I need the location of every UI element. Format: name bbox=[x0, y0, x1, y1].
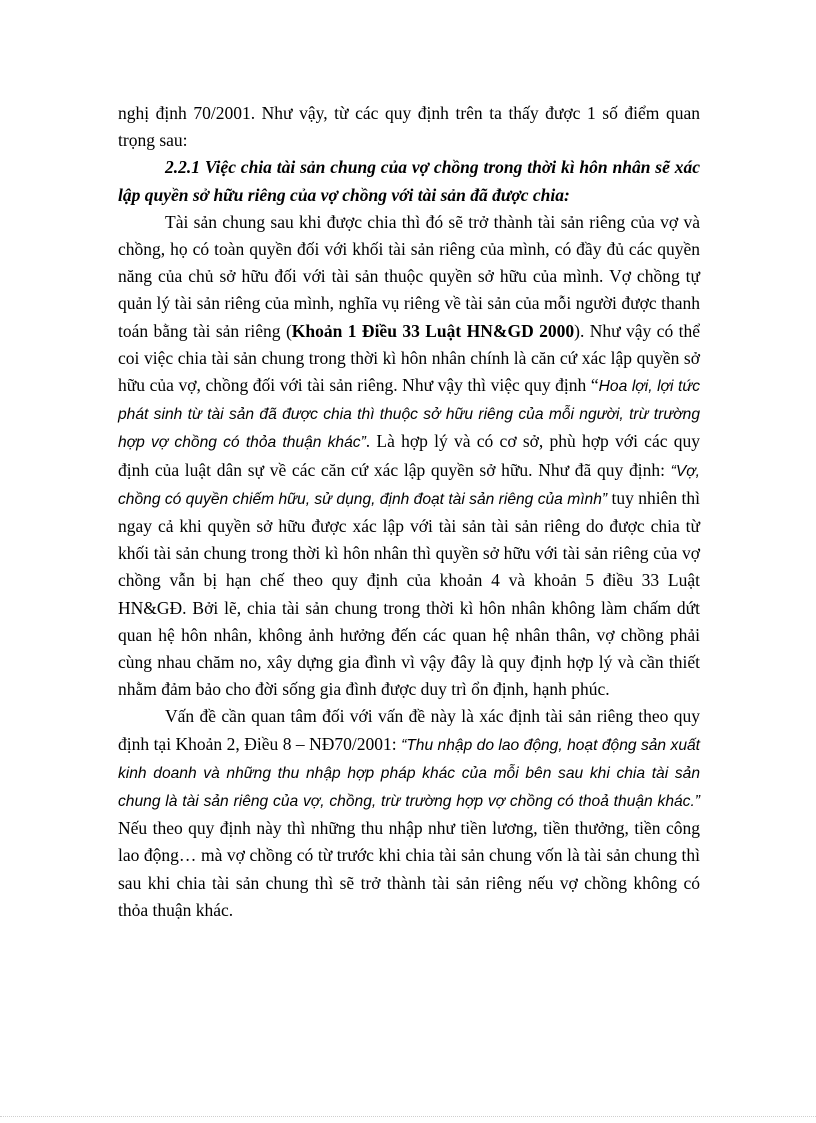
paragraph-2-text-c: Nếu theo quy định này thì những thu nhập như tiền lương, tiền thưởng, tiền công lao động… mà vợ chồng có từ trước khi chia tài sản chung vốn là tài sản chung thì sau khi chia tài sản chung thì sẽ trở thành tài sản riêng nếu vợ chồng không có thỏa thuận khác. bbox=[118, 818, 700, 920]
paragraph-2-text-a: Vấn đề cần quan tâm đối với vấn đề này là xác định tài sản riêng theo quy định tại Khoản 2, Điều 8 – NĐ70/2001: bbox=[118, 706, 700, 754]
paragraph-1-text-c: ). Như vậy có thể coi việc chia tài sản chung trong thời kì hôn nhân chính là căn cứ xác lập quyền sở hữu của vợ, chồng đối với tài sản riêng. Như vậy thì việc quy định “ bbox=[118, 320, 700, 396]
paragraph-1-quote-1: Hoa lợi, lợi tức phát sinh từ tài sản đã được chia thì thuộc sở hữu riêng của mỗi người, trừ trường hợp vợ chồng có thỏa thuận khác” bbox=[118, 378, 701, 452]
paragraph-2 bbox=[118, 703, 700, 924]
page-bottom-divider bbox=[0, 1116, 816, 1117]
paragraph-1-text-g: tuy nhiên thì ngay cả khi quyền sở hữu được xác lập với tài sản tài sản riêng do được chia từ khối tài sản chung trong thời kì hôn nhân thì quyền sở hữu với tài sản riêng của vợ chồng vẫn bị hạn chế theo quy định của khoản 4 và khoản 5 điều 33 Luật HN&GĐ. Bởi lẽ, chia tài sản chung trong thời kì hôn nhân không làm chấm dứt quan hệ hôn nhân, không ảnh hưởng đến các quan hệ nhân thân, vợ chồng phải cùng nhau chăm no, xây dựng gia đình vì vậy đây là quy định hợp lý và cần thiết nhằm đảm bảo cho đời sống gia đình được duy trì ổn định, hạnh phúc. bbox=[118, 487, 700, 700]
document-page bbox=[118, 100, 700, 924]
paragraph-2-quote: “Thu nhập do lao động, hoạt động sản xuất kinh doanh và những thu nhập hợp pháp khác của mỗi bên sau khi chia tài sản chung là tài sản riêng của vợ, chồng, trừ trường hợp vợ chồng có thoả thuận khác.” bbox=[118, 736, 700, 811]
paragraph-1 bbox=[118, 209, 700, 704]
paragraph-1-text-e: . Là hợp lý và có cơ sở, phù hợp với các quy định của luật dân sự về các căn cứ xác lập quyền sở hữu. Như đã quy định: bbox=[118, 431, 700, 480]
paragraph-1-quote-2: “Vợ, chồng có quyền chiếm hữu, sử dụng, định đoạt tài sản riêng của mình” bbox=[118, 462, 700, 508]
paragraph-1-bold-citation: Khoản 1 Điều 33 Luật HN&GD 2000 bbox=[291, 320, 575, 341]
section-heading-text: 2.2.1 Việc chia tài sản chung của vợ chồng trong thời kì hôn nhân sẽ xác lập quyền sở hữu riêng của vợ chồng với tài sản đã được chia: bbox=[118, 157, 700, 205]
paragraph-intro bbox=[118, 100, 700, 154]
paragraph-intro-text: nghị định 70/2001. Như vậy, từ các quy định trên ta thấy được 1 số điểm quan trọng sau: bbox=[118, 103, 700, 151]
paragraph-1-text-a: Tài sản chung sau khi được chia thì đó sẽ trở thành tài sản riêng của vợ và chồng, họ có toàn quyền đối với khối tài sản riêng của mình, có đầy đủ các quyền năng của chủ sở hữu đối với tài sản thuộc quyền sở hữu của mình. Vợ chồng tự quản lý tài sản riêng của mình, nghĩa vụ riêng về tài sản của mỗi người được thanh toán bằng tài sản riêng ( bbox=[118, 211, 700, 341]
section-heading bbox=[118, 154, 700, 208]
